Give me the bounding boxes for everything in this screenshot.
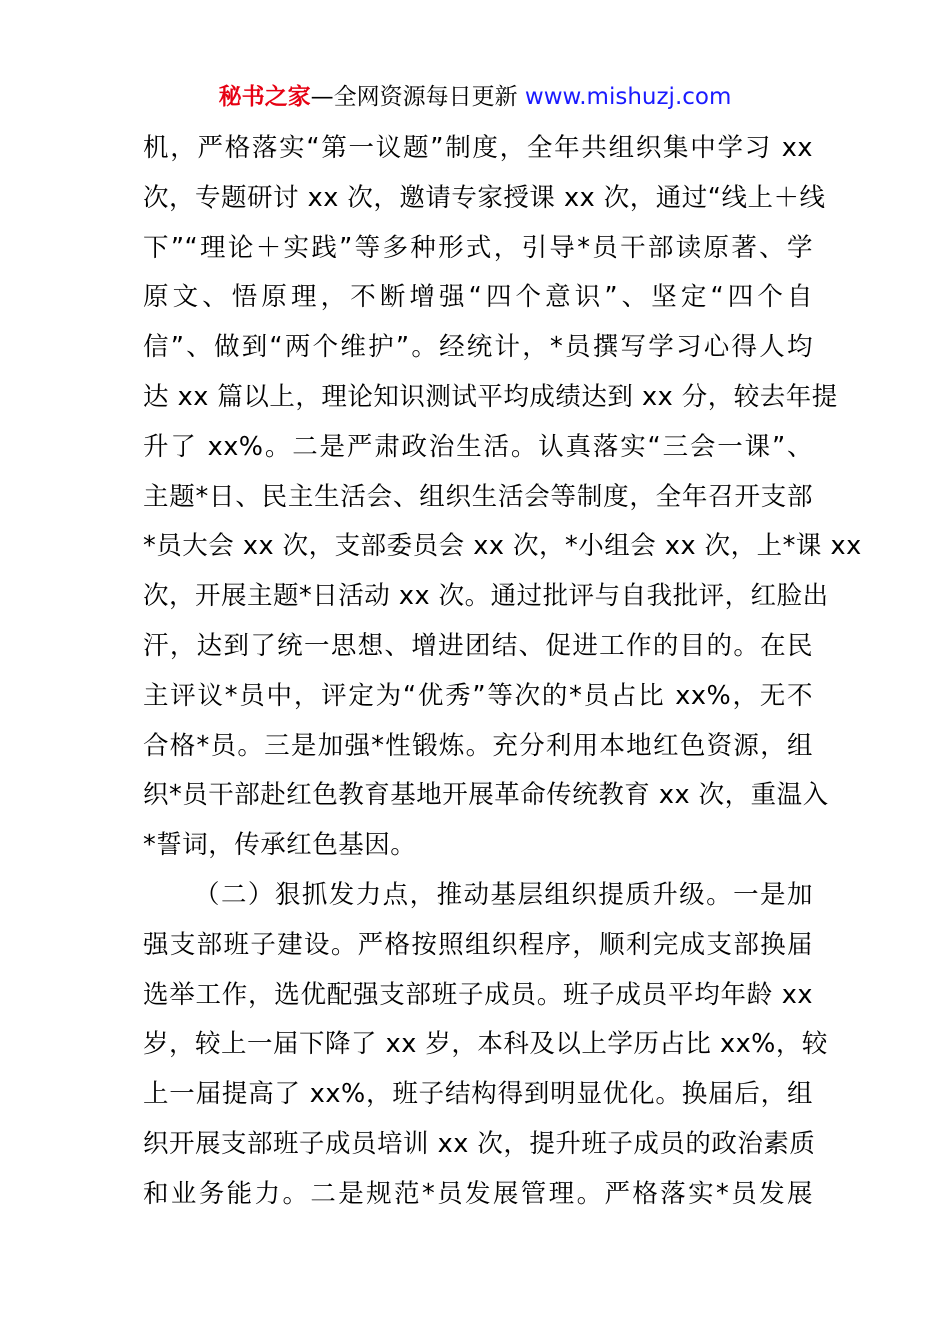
text-line: 主题*日、民主生活会、组织生活会等制度，全年召开支部: [143, 481, 813, 512]
text-line: 选举工作，选优配强支部班子成员。班子成员平均年龄 xx: [143, 979, 813, 1010]
text-line: 织开展支部班子成员培训 xx 次，提升班子成员的政治素质: [143, 1128, 816, 1159]
paragraph-end-line: *誓词，传承红色基因。: [143, 830, 417, 861]
text-line: 次，专题研讨 xx 次，邀请专家授课 xx 次，通过“线上＋线: [143, 182, 826, 213]
section-heading-line: （二）狠抓发力点，推动基层组织提质升级。一是加: [194, 879, 813, 910]
site-url[interactable]: www.mishuzj.com: [524, 84, 732, 110]
text-line: 下”“理论＋实践”等多种形式，引导*员干部读原著、学: [143, 232, 813, 263]
text-line: 强支部班子建设。严格按照组织程序，顺利完成支部换届: [143, 929, 813, 960]
text-line: 织*员干部赴红色教育基地开展革命传统教育 xx 次，重温入: [143, 780, 829, 811]
text-line: 汗，达到了统一思想、增进团结、促进工作的目的。在民: [143, 630, 813, 661]
text-line: 达 xx 篇以上，理论知识测试平均成绩达到 xx 分，较去年提: [143, 381, 838, 412]
text-line: 机，严格落实“第一议题”制度，全年共组织集中学习 xx: [143, 133, 813, 163]
site-slogan: —全网资源每日更新: [310, 84, 525, 110]
text-line: 信”、做到“两个维护”。经统计，*员撰写学习心得人均: [143, 332, 813, 363]
text-line: 岁，较上一届下降了 xx 岁，本科及以上学历占比 xx%，较: [143, 1029, 828, 1060]
site-header: [0, 80, 950, 114]
text-line: 合格*员。三是加强*性锻炼。充分利用本地红色资源，组: [143, 730, 813, 761]
text-line: 升了 xx%。二是严肃政治生活。认真落实“三会一课”、: [143, 431, 813, 462]
text-line: 次，开展主题*日活动 xx 次。通过批评与自我批评，红脸出: [143, 581, 829, 612]
site-brand: 秘书之家: [218, 84, 311, 110]
text-line: 上一届提高了 xx%，班子结构得到明显优化。换届后，组: [143, 1079, 813, 1110]
text-line: 和业务能力。二是规范*员发展管理。严格落实*员发展: [143, 1178, 813, 1209]
document-body: [143, 124, 862, 1220]
text-line: 主评议*员中，评定为“优秀”等次的*员占比 xx%，无不: [143, 680, 813, 711]
text-line: 原文、悟原理，不断增强“四个意识”、坚定“四个自: [143, 282, 813, 313]
text-line: *员大会 xx 次，支部委员会 xx 次，*小组会 xx 次，上*课 xx: [143, 531, 862, 562]
